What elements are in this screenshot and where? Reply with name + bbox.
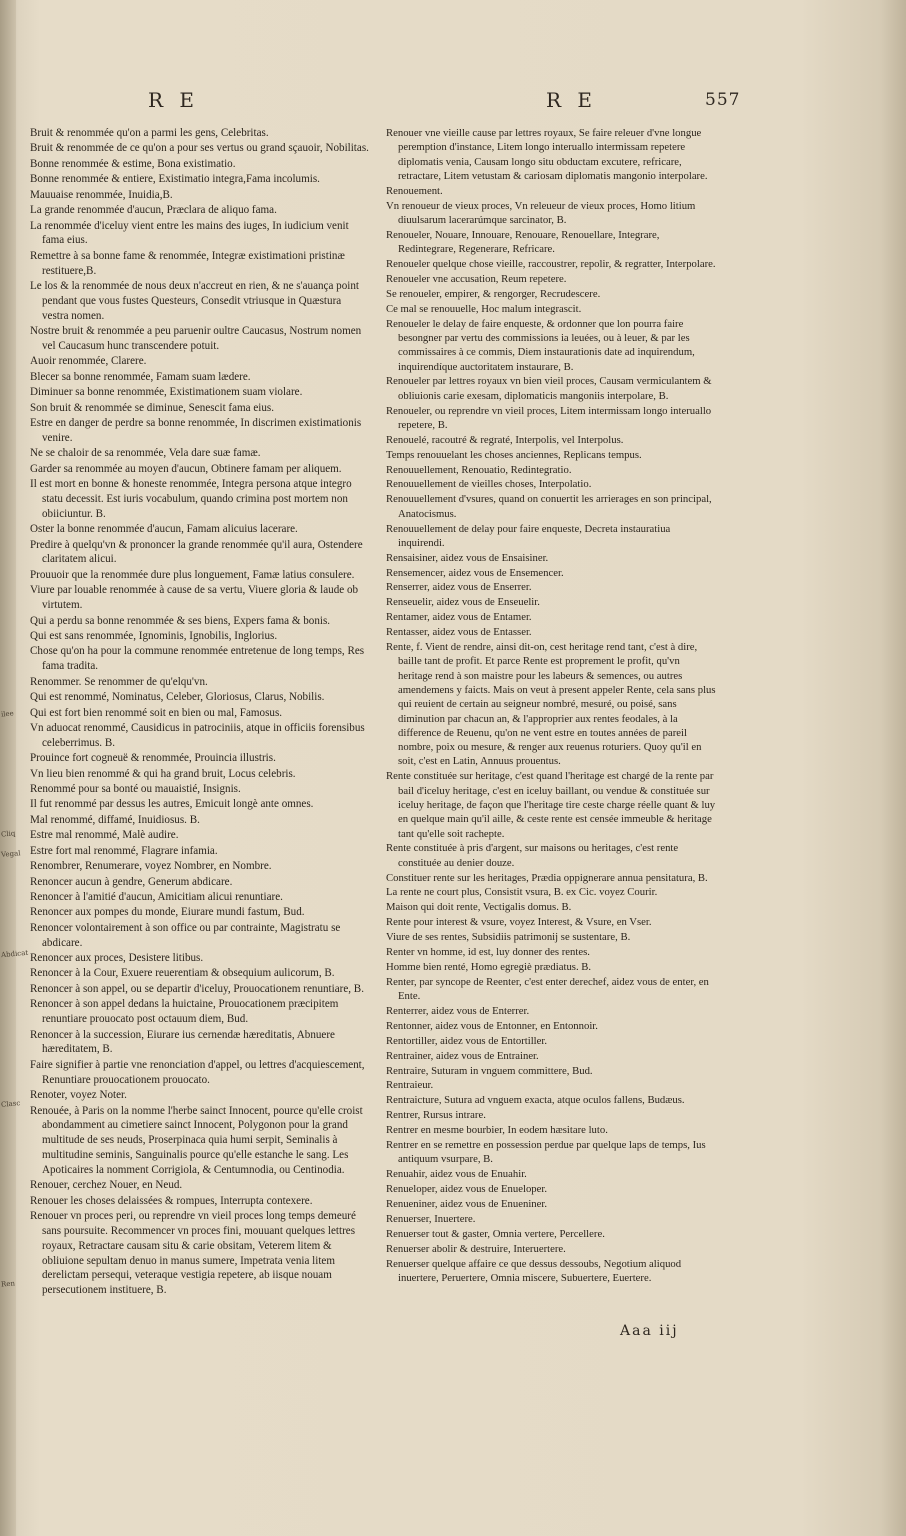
dictionary-entry: Rentamer, aidez vous de Entamer. [386, 611, 532, 624]
dictionary-entry: Vn lieu bien renommé & qui ha grand bruit, Locus celebris. [30, 767, 296, 780]
dictionary-entry: Renommer. Se renommer de qu'elqu'vn. [30, 675, 208, 688]
page-number: 557 [705, 90, 741, 110]
margin-note: ilee [0, 709, 15, 719]
dictionary-entry: Renoncer aux pompes du monde, Eiurare mundi fastum, Bud. [30, 906, 305, 919]
dictionary-entry: Renoncer à la succession, Eiurare ius cernendæ hæreditatis, Abnuere hæreditatem, B. [30, 1028, 335, 1056]
running-head-right: R E [546, 88, 598, 112]
margin-note: Cliq [0, 829, 16, 839]
dictionary-entry: Rentraicture, Sutura ad vnguem exacta, atque oculos fallens, Budæus. [386, 1094, 685, 1107]
dictionary-entry: Renuerser abolir & destruire, Interuertere. [386, 1242, 566, 1255]
dictionary-entry: Renoncer à l'amitié d'aucun, Amicitiam alicui renuntiare. [30, 890, 283, 903]
dictionary-entry: Garder sa renommée au moyen d'aucun, Obtinere famam per aliquem. [30, 462, 342, 475]
margin-note: Vegal [0, 849, 21, 859]
dictionary-entry: Renuahir, aidez vous de Enuahir. [386, 1168, 527, 1181]
dictionary-entry: La grande renommée d'aucun, Præclara de aliquo fama. [30, 204, 277, 217]
dictionary-entry: Renoueler le delay de faire enqueste, & ordonner que lon pourra faire besongner par vertu des commissions ia leuées, ou à leuer, & par les commissaires à ce commis, Diem instaurationis date ad inquirendum, inquirendíque auctoritatem instaurare, B. [386, 317, 695, 373]
dictionary-entry: Vn renoueur de vieux proces, Vn releueur de vieux proces, Homo litium diuulsarum lacerarúmque sarcinator, B. [386, 199, 696, 226]
dictionary-entry: Bruit & renommée qu'on a parmi les gens, Celebritas. [30, 127, 269, 139]
dictionary-entry: Renoncer à son appel, ou se departir d'iceluy, Prouocationem renuntiare, B. [30, 982, 364, 995]
dictionary-entry: Renouuellement de vieilles choses, Interpolatio. [386, 478, 592, 491]
dictionary-entry: Renoueler quelque chose vieille, raccoustrer, repolir, & regratter, Interpolare. [386, 258, 716, 271]
dictionary-entry: Renouer vne vieille cause par lettres royaux, Se faire releuer d'vne longue peremption d'instance, Litem longo interuallo intermissam repetere diplomatis venia, Causam longo situ obductam excutere, refricare, retractare, Litem vetustam & cariosam diplomatis mangonio interpolare. [386, 127, 708, 182]
dictionary-entry: Renterrer, aidez vous de Enterrer. [386, 1005, 530, 1017]
dictionary-entry: Renuerser tout & gaster, Omnia vertere, Percellere. [386, 1227, 605, 1240]
dictionary-entry: Renoueler, Nouare, Innouare, Renouare, Renouellare, Integrare, Redintegrare, Regenerare, Refricare. [386, 228, 660, 256]
left-column [30, 126, 370, 1299]
dictionary-entry: Qui est renommé, Nominatus, Celeber, Gloriosus, Clarus, Nobilis. [30, 691, 325, 704]
dictionary-entry: Homme bien renté, Homo egregiè prædiatus. B. [386, 960, 592, 973]
running-head-left: R E [148, 88, 200, 112]
dictionary-entry: Renuerser, Inuertere. [386, 1212, 476, 1225]
dictionary-entry: Rensaisiner, aidez vous de Ensaisiner. [386, 551, 549, 564]
dictionary-entry: Estre en danger de perdre sa bonne renommée, In discrimen existimationis venire. [30, 417, 362, 444]
dictionary-entry: Rentonner, aidez vous de Entonner, en Entonnoir. [386, 1019, 598, 1032]
dictionary-entry: Maison qui doit rente, Vectigalis domus. B. [386, 901, 572, 914]
dictionary-entry: Renouer vn proces peri, ou reprendre vn vieil proces long temps demeuré sans poursuite. Recommencer vn proces fini, mouuant quelques lettres royaux, Retractare causam situ & carie obsitam, Veterem litem & obliuione sepultam denuo in manus sumere, Impetrata venia litem derelictam persequi, veteraque vestigia repetere, ab iisque nouam persecutionem instituere, B. [30, 1210, 356, 1297]
dictionary-entry: Nostre bruit & renommée a peu paruenir oultre Caucasus, Nostrum nomen vel Caucasum hunc transcendere potuit. [30, 325, 362, 352]
dictionary-entry: Renoueler, ou reprendre vn vieil proces, Litem intermissam longo interuallo repetere, B. [386, 404, 712, 431]
dictionary-entry: Qui a perdu sa bonne renommée & ses biens, Expers fama & bonis. [30, 614, 331, 627]
dictionary-entry: Predire à quelqu'vn & prononcer la grande renommée qu'il aura, Ostendere claritatem alicui. [30, 538, 363, 566]
dictionary-entry: Renoncer aucun à gendre, Generum abdicare. [30, 875, 233, 888]
dictionary-entry: Le los & la renommée de nous deux n'accreut en rien, & ne s'auança point pendant que vous fustes Questeurs, Consedit vtriusque in Quæstura vestra nomen. [30, 280, 359, 322]
dictionary-entry: Renueniner, aidez vous de Enueniner. [386, 1197, 548, 1210]
dictionary-entry: Renouuellement, Renouatio, Redintegratio. [386, 463, 572, 476]
dictionary-entry: Renoueler vne accusation, Reum repetere. [386, 272, 567, 285]
dictionary-entry: Qui est sans renommée, Ignominis, Ignobilis, Inglorius. [30, 629, 278, 642]
dictionary-entry: Renseuelir, aidez vous de Enseuelir. [386, 596, 540, 609]
dictionary-entry: Faire signifier à partie vne renonciation d'appel, ou lettres d'acquiescement, Renuntiare prouocationem prouocato. [30, 1058, 365, 1086]
dictionary-entry: Renuerser quelque affaire ce que dessus dessoubs, Negotium aliquod inuertere, Peruertere, Omnia miscere, Subuertere, Euertere. [386, 1257, 682, 1284]
dictionary-entry: Qui est fort bien renommé soit en bien ou mal, Famosus. [30, 706, 283, 719]
dictionary-entry: Viure par louable renommée à cause de sa vertu, Viuere gloria & laude ob virtutem. [30, 584, 359, 612]
dictionary-entry: Rente constituée sur heritage, c'est quand l'heritage est chargé de la rente par bail d'iceluy heritage, c'est en iceluy baillant, ou vendue & constituée sur iceluy heritage, de façon que l'heritage tire ceste charge réelle quant & luy en quelque main qu'il aille, & ceste rente est censée immeuble & heritage tant qu'elle soit rachepte. [386, 770, 716, 840]
dictionary-entry: Prouince fort cogneuë & renommée, Prouincia illustris. [30, 752, 276, 765]
dictionary-entry: Se renoueler, empirer, & rengorger, Recrudescere. [386, 287, 601, 300]
dictionary-entry: Renserrer, aidez vous de Enserrer. [386, 581, 532, 594]
dictionary-entry: Son bruit & renommée se diminue, Senescit fama eius. [30, 401, 275, 414]
dictionary-entry: Renommé pour sa bonté ou mauaistié, Insignis. [30, 783, 241, 796]
dictionary-entry: Renouer les choses delaissées & rompues, Interrupta contexere. [30, 1194, 313, 1207]
dictionary-entry: Blecer sa bonne renommée, Famam suam lædere. [30, 370, 251, 383]
margin-notes [0, 150, 29, 1350]
dictionary-entry: Rentrer en mesme bourbier, In eodem hæsitare luto. [386, 1124, 608, 1137]
dictionary-entry: Renter vn homme, id est, luy donner des rentes. [386, 946, 590, 959]
dictionary-entry: Vn aduocat renommé, Causidicus in patrociniis, atque in officiis forensibus celeberrimus. B. [30, 721, 365, 749]
margin-note: Abdicat [0, 948, 29, 960]
dictionary-entry: Constituer rente sur les heritages, Prædia oppignerare annua pensitatura, B. [386, 871, 708, 884]
dictionary-entry: Renoncer volontairement à son office ou par contrainte, Magistratu se abdicare. [30, 921, 341, 949]
dictionary-entry: Rente pour interest & vsure, voyez Interest, & Vsure, en Vser. [386, 916, 652, 929]
right-column [386, 126, 716, 1286]
dictionary-entry: Renouement. [386, 184, 443, 197]
dictionary-entry: Renoncer à son appel dedans la huictaine, Prouocationem præcipitem renuntiare prouocato post octauum diem, Bud. [30, 998, 339, 1026]
dictionary-entry: Rentrer, Rursus intrare. [386, 1109, 486, 1122]
dictionary-entry: Renoter, voyez Noter. [30, 1089, 127, 1102]
dictionary-entry: Mal renommé, diffamé, Inuidiosus. B. [30, 813, 200, 826]
signature-mark: Aaa iij [620, 1323, 679, 1339]
dictionary-entry: Renouée, à Paris on la nomme l'herbe sainct Innocent, pource qu'elle croist abondamment au cimetiere sainct Innocent, Polygonon pour la grand multitude de ses neuds, Proserpinaca quia humi serpit, Seminalis à multitudine seminis, Sanguinalis pource qu'elle estanche le sang. Les Apoticaires la nomment Corrigiola, & Centumnodia, ou Centinodia. [30, 1104, 363, 1176]
dictionary-entry: Rensemencer, aidez vous de Ensemencer. [386, 566, 564, 579]
dictionary-entry: Rentraieur. [386, 1079, 434, 1092]
dictionary-entry: Auoir renommée, Clarere. [30, 355, 147, 368]
dictionary-entry: Estre mal renommé, Malè audire. [30, 829, 179, 842]
dictionary-entry: Remettre à sa bonne fame & renommée, Integræ existimationi pristinæ restituere,B. [30, 249, 345, 277]
margin-note: Ren [0, 1279, 16, 1289]
margin-note: Clasc [0, 1099, 21, 1109]
dictionary-entry: Rentasser, aidez vous de Entasser. [386, 626, 532, 639]
dictionary-entry: Viure de ses rentes, Subsidiis patrimonij se sustentare, B. [386, 931, 631, 944]
dictionary-entry: Mauuaise renommée, Inuidia,B. [30, 188, 173, 201]
dictionary-entry: Renoncer à la Cour, Exuere reuerentiam & obsequium aulicorum, B. [30, 967, 335, 980]
dictionary-entry: Oster la bonne renommée d'aucun, Famam alicuius lacerare. [30, 523, 298, 536]
dictionary-entry: Rentortiller, aidez vous de Entortiller. [386, 1034, 548, 1047]
dictionary-entry: Bruit & renommée de ce qu'on a pour ses vertus ou grand sçauoir, Nobilitas. [30, 142, 369, 155]
dictionary-entry: Renter, par syncope de Reenter, c'est enter derechef, aidez vous de enter, en Ente. [386, 975, 709, 1003]
dictionary-entry: La renommée d'iceluy vient entre les mains des iuges, In iudicium venit fama eius. [30, 219, 349, 247]
dictionary-entry: Estre fort mal renommé, Flagrare infamia. [30, 844, 218, 857]
dictionary-entry: Prouuoir que la renommée dure plus longuement, Famæ latius consulere. [30, 568, 355, 581]
dictionary-entry: Rente, f. Vient de rendre, ainsi dit-on, cest heritage rend tant, c'est à dire, baille tant de profit. Et parce Rente est proprement le profit, qu'vn heritage rend à son maistre pour les labeurs & semences, ou autres amendemens y faicts. Mais on veut à present appeler Rente, cela sans plus qui reuient de certain au seigneur nombré, mesuré, ou poisé, sans diminution par chacun an, & l'approprier aux rentes feodales, à la difference de Reuenu, qu'on ne vent estre en toutes années de pareil nombre, poix ou mesure, & renger aux reuenus roturiers. Quoy qu'il en soit, c'est en Latin, Annuus prouentus. [386, 641, 716, 768]
dictionary-entry: Renouelé, racoutré & regraté, Interpolis, vel Interpolus. [386, 433, 624, 446]
dictionary-entry: Rente constituée à pris d'argent, sur maisons ou heritages, c'est rente constituée au denier douze. [386, 842, 679, 869]
dictionary-entry: Rentraire, Suturam in vnguem committere, Bud. [386, 1064, 593, 1077]
dictionary-entry: Renoncer aux proces, Desistere litibus. [30, 952, 204, 965]
dictionary-entry: Renouer, cerchez Nouer, en Neud. [30, 1179, 183, 1192]
dictionary-entry: Il fut renommé par dessus les autres, Emicuit longè ante omnes. [30, 798, 314, 811]
dictionary-entry: Renombrer, Renumerare, voyez Nombrer, en Nombre. [30, 860, 272, 873]
dictionary-entry: Renouuellement de delay pour faire enqueste, Decreta instauratiua inquirendi. [386, 522, 671, 549]
dictionary-entry: Renueloper, aidez vous de Enueloper. [386, 1183, 548, 1196]
dictionary-entry: Rentrer en se remettre en possession perdue par quelque laps de temps, Ius antiquum vsurpare, B. [386, 1139, 706, 1166]
dictionary-entry: Chose qu'on ha pour la commune renommée entretenue de long temps, Res fama tradita. [30, 645, 365, 673]
dictionary-entry: Bonne renommée & estime, Bona existimatio. [30, 157, 236, 170]
dictionary-entry: Diminuer sa bonne renommée, Existimationem suam violare. [30, 386, 303, 399]
dictionary-entry: La rente ne court plus, Consistit vsura, B. ex Cic. voyez Courir. [386, 886, 658, 899]
dictionary-entry: Renoueler par lettres royaux vn bien vieil proces, Causam vermiculantem & obliuionis carie exesam, diplomaticis mangoniis interpolare, B. [386, 375, 712, 402]
dictionary-entry: Il est mort en bonne & honeste renommée, Integra persona atque integro statu decessit. Est iuris vocabulum, quando crimina post mortem non obiiciuntur. B. [30, 478, 352, 520]
dictionary-entry: Rentrainer, aidez vous de Entrainer. [386, 1049, 539, 1062]
dictionary-entry: Ne se chaloir de sa renommée, Vela dare suæ famæ. [30, 447, 261, 460]
dictionary-entry: Temps renouuelant les choses anciennes, Replicans tempus. [386, 448, 642, 461]
dictionary-entry: Ce mal se renouuelle, Hoc malum integrascit. [386, 302, 582, 315]
dictionary-entry: Renouuellement d'vsures, quand on conuertit les arrierages en son principal, Anatocismus. [386, 493, 712, 520]
dictionary-entry: Bonne renommée & entiere, Existimatio integra,Fama incolumis. [30, 173, 320, 186]
